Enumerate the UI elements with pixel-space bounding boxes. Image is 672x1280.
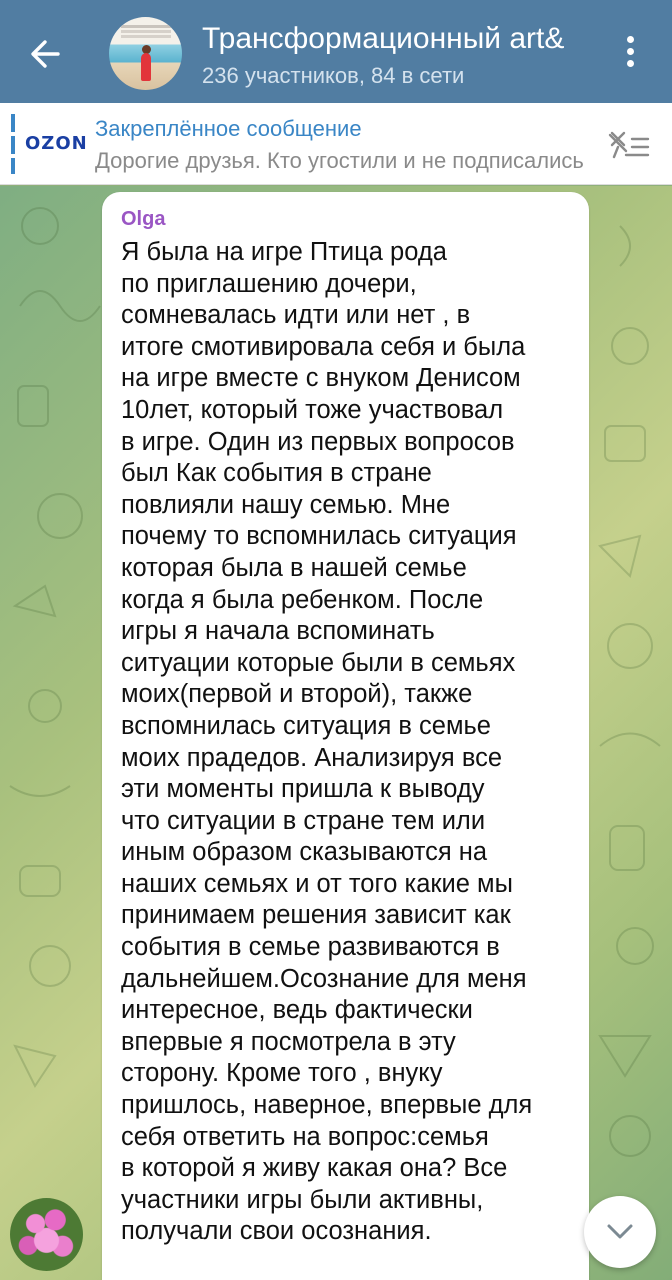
pinned-preview-text: Дорогие друзья. Кто угостили и не подписались <box>95 148 584 173</box>
sender-name[interactable]: Olga <box>121 208 166 230</box>
message-line: моих прадедов. Анализируя все <box>121 743 503 772</box>
message-line: итоге смотивировала себя и была <box>121 332 526 361</box>
message-line: которая была в нашей семье <box>121 553 467 582</box>
message-line: иным образом сказываются на <box>121 838 488 867</box>
chat-title[interactable]: Трансформационный art& <box>202 22 594 56</box>
message-line: когда я была ребенком. После <box>121 585 484 614</box>
more-menu-button[interactable] <box>612 34 648 74</box>
message-line: вспомнилась ситуация в семье <box>121 711 491 740</box>
message-line: наших семьях и от того какие мы <box>121 869 513 898</box>
message-line: почему то вспомнилась ситуация <box>121 522 517 551</box>
message-line: пришлось, наверное, впервые для <box>121 1091 533 1120</box>
message-line: сомневалась идти или нет , в <box>121 301 471 330</box>
back-button[interactable] <box>18 26 74 82</box>
message-line: дальнейшем.Осознание для меня <box>121 964 527 993</box>
sender-avatar[interactable] <box>10 1198 83 1271</box>
message-line: участники игры были активны, <box>121 1185 484 1214</box>
chevron-down-icon <box>606 1222 634 1242</box>
message-line: сторону. Кроме того , внуку <box>121 1059 443 1088</box>
more-vertical-icon <box>627 36 634 43</box>
message-line: на игре вместе с внуком Денисом <box>121 364 521 393</box>
member-count: 236 участников, 84 в сети <box>202 63 465 88</box>
pinned-indicator <box>11 114 15 174</box>
unpin-button[interactable] <box>604 127 652 163</box>
chat-header <box>0 0 672 103</box>
message-line: интересное, ведь фактически <box>121 996 473 1025</box>
scroll-down-button[interactable] <box>584 1196 656 1268</box>
pinned-title: Закреплённое сообщение <box>95 116 362 141</box>
message-line: был Как события в стране <box>121 459 432 488</box>
message-line: эти моменты пришла к выводу <box>121 775 485 804</box>
message-line: принимаем решения зависит как <box>121 901 511 930</box>
message-line: моих(первой и второй), также <box>121 680 473 709</box>
unpin-list-icon <box>604 127 652 163</box>
message-line: что ситуации в стране тем или <box>121 806 486 835</box>
message-line: Я была на игре Птица рода <box>121 238 447 266</box>
chat-background <box>0 186 672 1280</box>
message-line: ситуации которые были в семьях <box>121 648 516 677</box>
message-line: впервые я посмотрела в эту <box>121 1027 456 1056</box>
message-line: события в семье развиваются в <box>121 933 500 962</box>
pinned-thumbnail-logo: OZON <box>25 133 88 154</box>
message-bubble[interactable] <box>102 192 589 1280</box>
message-line: 10лет, который тоже участвовал <box>121 395 504 424</box>
message-line: себя ответить на вопрос:семья <box>121 1122 489 1151</box>
message-line: в которой я живу какая она? Все <box>121 1154 508 1183</box>
message-line: в игре. Один из первых вопросов <box>121 427 515 456</box>
message-line: по приглашению дочери, <box>121 269 417 298</box>
message-line: игры я начала вспоминать <box>121 617 435 646</box>
message-line: повлияли нашу семью. Мне <box>121 490 451 519</box>
arrow-left-icon <box>18 26 74 82</box>
message-text <box>121 237 581 1248</box>
chat-avatar[interactable] <box>109 17 182 90</box>
message-line: получали свои осознания. <box>121 1217 432 1246</box>
pinned-message-bar[interactable] <box>0 103 672 185</box>
